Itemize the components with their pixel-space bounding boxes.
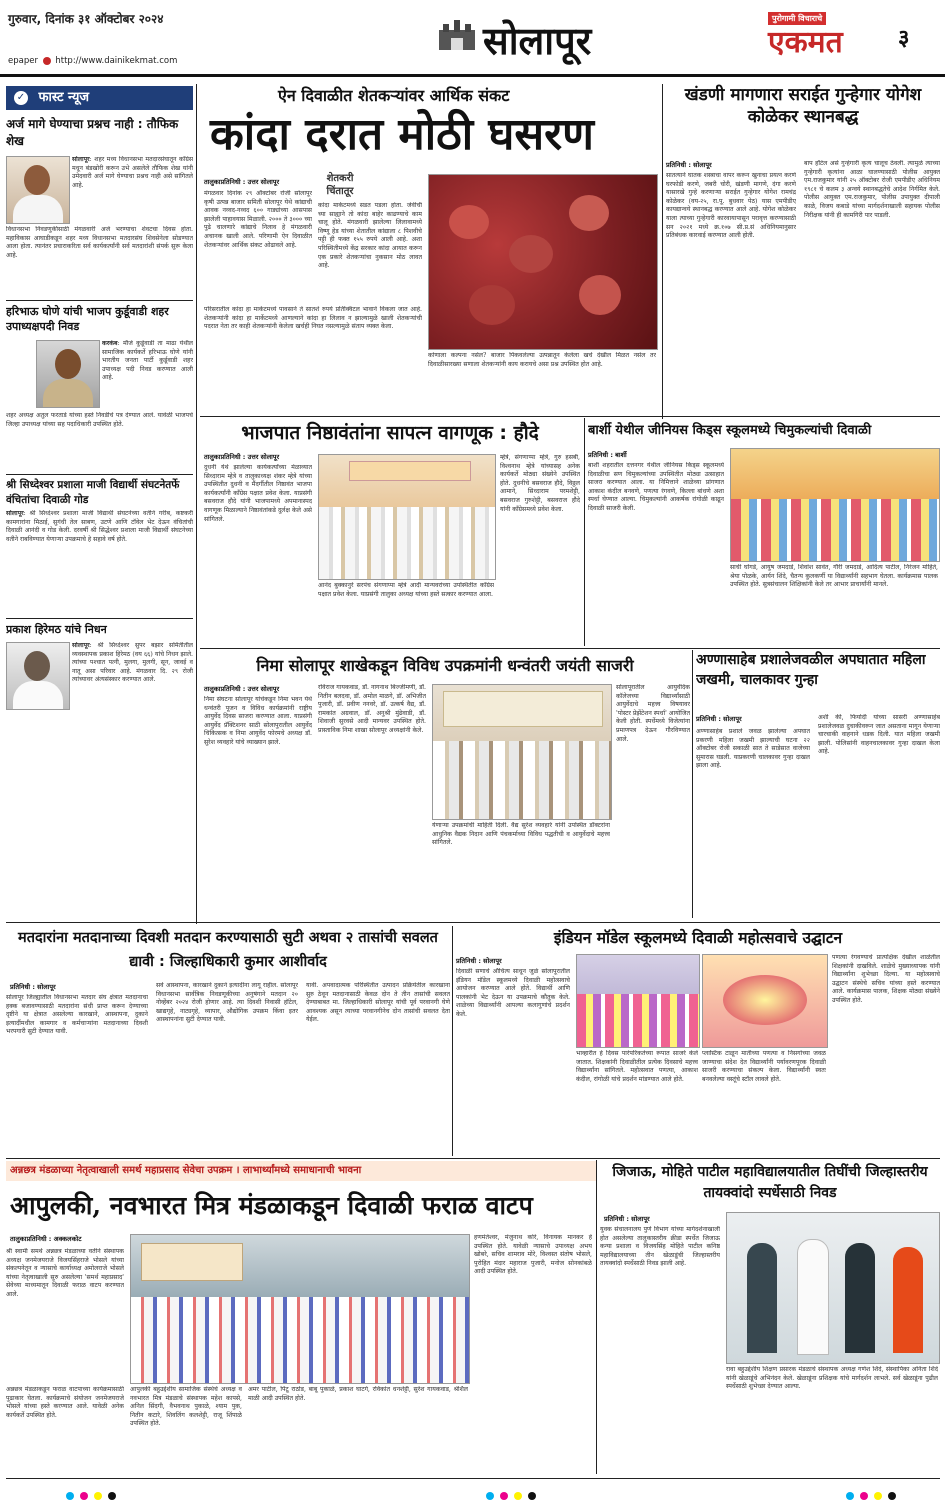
news-title-siddheshwar: श्री सिध्देश्वर प्रशाला माजी विद्यार्थी संघटनेतर्फे वंचितांचा दिवाळी गोड bbox=[6, 479, 180, 506]
khandani-headline: खंडणी मागणारा सराईत गुन्हेगार योगेश कोळेकर स्थानबद्ध bbox=[684, 85, 922, 127]
khandani-story bbox=[666, 84, 940, 416]
jijau-col1: युवक संचालनालय पुणे विभाग यांच्या मार्गदर्शनाखाली होत असलेल्या तालुकास्तरीय क्रीडा स्पर्धेत जिजाऊ कन्या प्रशाला व विजयसिंह मोहिते पाटील कनिष्ठ महाविद्यालयाच्या तीन खेळाडूंची जिल्हास्तरीय तायक्वांदो स्पर्धेसाठी निवड झाली आहे. bbox=[600, 1226, 720, 1268]
nima-photo bbox=[432, 684, 612, 820]
matdan-col3: यावी. अपवादात्मक परिस्थितीत उत्पादन प्रक्रियेतील कारखाना सुरु ठेवून मतदानासाठी केवळ दोन ते तीन तासांची सवलत देण्याबाबत मा. जिल्हाधिकारी सोलापूर यांची पूर्व परवानगी घेणे आवश्यक असून त्याच्या परवानगीनेच दोन तासांची सवलत देता येईल. bbox=[306, 982, 450, 1024]
jijau-photo bbox=[726, 1212, 940, 1364]
matdan-byline: प्रतिनिधी : सोलापूर bbox=[10, 983, 56, 991]
matdan-headline: मतदारांना मतदानाच्या दिवशी मतदान करण्यासाठी सुटी अथवा २ तासांची सवलत द्यावी : जिल्हाधिकारी कुमार आशीर्वाद bbox=[18, 930, 438, 970]
annachatra-col2: अन्नछत्र मंडळाकडून फराळ वाटपाच्या कार्यक्रमासाठी पुढाकार घेतला. कार्यक्रमाचे संयोजन जनमेजयराजे भोसले यांच्या हस्ते करण्यात आले. यावेळी अनेक कार्यकर्ते उपस्थित होते. bbox=[6, 1386, 124, 1419]
khandani-col2: बाप हॉटेल असे गुन्हेगारी कृत्य चालूच ठेवली. त्यामुळे त्याच्या गुन्हेगारी कृत्यांना आळा घालण्यासाठी पोलीस आयुक्त एम.राजकुमार यांनी २५ ऑक्टोबर रोजी एमपीडीए अधिनियम १९८१ चे कलम ३ अन्वये स्थानबद्धतेचे आदेश निर्गमित केले. पोलीस आयुक्त एम.राजकुमार, पोलीस उपायुक्त दीपाली काळे, विजय कबाडे यांच्या मार्गदर्शनाखाली सहायक पोलीस निरीक्षक यांनी ही कामगिरी पार पाडली. bbox=[804, 160, 940, 219]
masthead bbox=[0, 0, 945, 80]
indian-model-headline: इंडियन मॉडेल स्कूलमध्ये दिवाळी महोत्सवाचे उद्घाटन bbox=[553, 929, 843, 947]
indian-model-story bbox=[456, 926, 940, 1156]
annachatra-col4: हणमंतेश्वर, मंजुनाथ कोरे, विनायक मानकर हे उपस्थित होते. यावेळी न्यासाचे उपाध्यक्ष अभय खोबरे, सचिव शामराव मोरे, विश्वस्त संतोष भोसले, पुरोहित मंदार महाराज पुजारी, मनोज सोनकांबळे आदी उपस्थित होते. bbox=[474, 1234, 592, 1276]
barshi-photo bbox=[730, 448, 940, 562]
barshi-byline: प्रतिनिधी : बार्शी bbox=[588, 451, 627, 459]
jijau-byline: प्रतिनिधी : सोलापूर bbox=[604, 1215, 650, 1223]
indian-model-col4: पणत्या रंगवण्याचे प्रात्यक्षिक देखील शाळेतील शिक्षकांनी दाखविले. शाळेचे मुख्याध्यापक यांनी विद्यार्थ्यांना शुभेच्छा दिल्या. या महोत्सवाचे उद्घाटन संस्थेचे सचिव यांच्या हस्ते करण्यात आले. कार्यक्रमास पालक, शिक्षक मोठ्या संख्येने उपस्थित होते. bbox=[832, 954, 940, 1004]
annasaheb-story bbox=[696, 650, 940, 918]
news-body-ghone: शहर अध्यक्ष अतुल फरताडे यांच्या हस्ते निवडीचे पत्र देण्यात आले. यावेळी भाजपचे जिल्हा उपाध्यक्ष यांच्या सह पदाधिकारी उपस्थित होते. bbox=[6, 412, 193, 428]
kanda-kicker: ऐन दिवाळीत शेतकऱ्यांवर आर्थिक संकट bbox=[278, 86, 510, 105]
nima-col3: सोलापूरातील आयुर्वेदिक कॉलेजच्या विद्यार्थ्यांसाठी आयुर्वेदाचे महत्त्व विषयावर 'पोस्टर प्रेझेंटेशन स्पर्धा' आयोजित केली होती. स्पर्धेमध्ये विजेत्यांना प्रमाणपत्र देऊन गौरविण्यात आले. bbox=[616, 684, 690, 743]
brand-block bbox=[768, 6, 890, 74]
khandani-col1: सातत्याने घातक शस्त्राचा वापर करून खुनाचा प्रयत्न करणे घरफोडी करणे, जबरी चोरी, खंडणी मागणे, दंगा करणे यासारखे गुन्हे करणाऱ्या सराईत गुन्हेगार योगेश रामचंद्र कोळेकर (वय-२५, रा.पू. बुधवार पेठ) यास एमपीडीए कायद्यान्वये स्थानबद्ध करण्यात आले आहे. योगेश कोळेकर याला त्याच्या गुन्हेगारी कारवायापासून परावृत्त करण्यासाठी सन २०२१ मध्ये क्र.१०७ सी.प्र.सं अधिनियमानुसार प्रतिबंधक कारवाई करण्यात आली होती. bbox=[666, 172, 796, 240]
matdan-story bbox=[6, 926, 450, 1156]
annachatra-banner: अन्नछत्र मंडळाच्या नेतृत्वाखाली समर्थ महाप्रसाद सेवेचा उपक्रम । लाभार्थ्यांमध्ये समाधानाची भावना bbox=[6, 1161, 596, 1181]
barshi-col1: बार्शी शहरातील दत्तनगर येथील जीनियस किड्स स्कूलमध्ये दिवाळीचा सण चिमुकल्यांच्या उपस्थितीत मोठ्या उत्साहात साजरा करण्यात आला. या निमित्ताने शाळेच्या प्रांगणात आकाश कंदील बनवणे, पणत्या रंगवणे, किल्ला बांधणे अशा स्पर्धा घेण्यात आल्या. चिमुकल्यांनी आकर्षक रांगोळी काढून दिवाळी साजरी केली. bbox=[588, 462, 724, 512]
annachatra-col1: श्री स्वामी समर्थ अन्नछत्र मंडळाच्या वतीने संस्थापक अध्यक्ष जनमेजयराजे विजयसिंहराजे भोसले यांच्या संकल्पनेतून व न्यासाचे कार्याध्यक्ष अमोलराजे भोसले यांच्या नेतृत्वाखाली सुरु असलेल्या 'समर्थ महाप्रसाद' सेवेच्या माध्यमातून दिवाळी फराळ वाटप करण्यात आले. bbox=[6, 1248, 124, 1298]
ghone-photo bbox=[36, 340, 100, 408]
page-number: ३ bbox=[898, 26, 910, 51]
globe-icon bbox=[43, 57, 51, 65]
barshi-col2: साची घोंगडे, आयुष जमदाडे, शिवांश सावंत, गौरी जमदाडे, आदित्य पाटील, निरंजन मोहिते, श्रेया पोळके, आर्यन शिंदे, चैतन्य कुलकर्णी या विद्यार्थ्यांनी सहभाग घेतला. कार्यक्रमास पालक उपस्थित होते. सुत्रसंचालन शिक्षिकांनी केले तर आभार प्राचार्यांनी मानले. bbox=[730, 564, 938, 589]
kanda-byline: तालुकाप्रतिनिधी : उत्तर सोलापूर bbox=[204, 178, 280, 186]
epaper-url[interactable]: http://www.dainikekmat.com bbox=[55, 56, 178, 66]
annasaheb-byline: प्रतिनिधी : सोलापूर bbox=[696, 715, 742, 723]
annasaheb-headline: अण्णासाहेब प्रशालेजवळील अपघातात महिला जखमी, चालकावर गुन्हा bbox=[696, 652, 926, 688]
nima-story bbox=[200, 650, 690, 918]
matdan-col1: सोलापूर जिल्ह्यातील विधानसभा मतदार संघ क्षेत्रात मतदानाचा हक्क बजावण्यासाठी मतदारांना संधी प्राप्त करून देण्याच्या दृष्टीने या क्षेत्रात असलेल्या कारखाने, आस्थापना, दुकाने इत्यादींमधील कामगार व कर्मचाऱ्यांना मतदानाच्या दिवशी भरपगारी सुटी देण्यात यावी. bbox=[6, 994, 148, 1036]
annachatra-caption: आपुलकी बहुउद्देशीय सामाजिक संस्थेचे अध्यक्ष व नवभारत मित्र मंडळाचे संस्थापक महेश कापसे, अनिल सिंदगी, वैभवनाथ पुकाळे, श्याम पुक, नितीन कटारे, शिवलिंग कलशेट्टी, राजू शिंपाळे उपस्थित होते. bbox=[130, 1386, 242, 1428]
khandani-byline: प्रतिनिधी : सोलापूर bbox=[666, 161, 712, 169]
onion-photo bbox=[428, 174, 658, 350]
bjp-story bbox=[200, 418, 580, 646]
print-registration-marks bbox=[60, 1486, 900, 1496]
news-title-hiremath: प्रकाश हिरेमठ यांचे निधन bbox=[6, 623, 107, 636]
barshi-headline: बार्शी येथील जीनियस किड्स स्कूलमध्ये चिमुकल्यांची दिवाळी bbox=[588, 423, 872, 438]
epaper-label[interactable]: epaper http://www.dainikekmat.com bbox=[8, 56, 178, 66]
brand-tagline: पुरोगामी विचाराचे bbox=[768, 12, 826, 25]
masthead-date: गुरुवार, दिनांक ३१ ऑक्टोबर २०२४ bbox=[8, 12, 164, 26]
annasaheb-col2: अशी की, फिर्यादी यांच्या सासरी अण्णासाहेब प्रशालेजवळ दुचाकीवरून जात असताना मागून येणाऱ्या चारचाकी वाहनाने धडक दिली. यात महिला जखमी झाली. पोलिसांनी वाहनचालकावर गुन्हा दाखल केला आहे. bbox=[818, 714, 940, 756]
news-body-taufiq: विधानसभा निवडणुकीसाठी मंगळवारी अर्ज भरण्याचा शेवटचा दिवस होता. महाविकास आघाडीकडून शहर मध्य विधानसभा मतदारसंघ शिवसेनेला सोडण्यात आला होता. त्यानंतर प्रचाराकरिता सर्व कार्यकर्त्यांनी सर्व मतदारांशी संपर्क सुरू केला आहे. bbox=[6, 226, 193, 259]
bjp-headline: भाजपात निष्ठावंतांना सापत्न वागणूक : हौदे bbox=[241, 422, 539, 444]
annachatra-col3: अमर पाटील, पिंटू राठोड, बाबू पुकाळे, प्रकाश घाटगे, रविकांत धनशेट्टी, सुरेश गायकवाड, श्रीशैल माळी आदी उपस्थित होते. bbox=[248, 1386, 468, 1402]
indian-model-photo-2 bbox=[702, 954, 828, 1048]
nima-byline: तालुकाप्रतिनिधी : उत्तर सोलापूर bbox=[204, 685, 280, 693]
kanda-headline: कांदा दरात मोठी घसरण bbox=[210, 109, 594, 160]
taufiq-photo bbox=[6, 156, 70, 224]
jijau-story bbox=[600, 1162, 940, 1474]
kanda-story bbox=[200, 80, 660, 415]
annachatra-story bbox=[6, 1182, 592, 1474]
indian-model-byline: प्रतिनिधी : सोलापूर bbox=[456, 957, 502, 965]
fast-news-icon: ✓ bbox=[14, 91, 28, 105]
kanda-col3: परिसरातील कांदा हा मार्केटमध्ये पावसाने ते सातशे रुपये प्रतिक्विंटल भावाने विकला जात आहे. शेतकऱ्यांनी कांदा हा मार्केटमध्ये आणल्याने कांदा हा लिलाव न झाल्यामुळे खाली शेतकऱ्यांची पदरात नेता तर काही शेतकऱ्यांनी केलेला खर्चही निघत नसल्यामुळे संताप व्यक्त केला. bbox=[204, 306, 422, 331]
indian-model-col1: दिवाळी सणाचे औचित्य साधून जुळे सोलापूरातील इंडियन मॉडेल स्कूलमध्ये दिवाळी महोत्सवाचे आयोजन करण्यात आले होते. विद्यार्थी आणि पालकांनी भेट देऊन या उपक्रमाचे कौतुक केले. शाळेच्या विद्यार्थ्यांनी आपल्या कलागुणांचे प्रदर्शन केले. bbox=[456, 968, 570, 1018]
kanda-col4: कोणाला कल्पना नसेल? बाजार पिकवलेल्या उत्पन्नातून केलेला खर्च देखील मिळत नसेल तर दिवाळीसारख्या सणाला शेतकऱ्यांनी काय करायचे असा प्रश्न उपस्थित होत आहे. bbox=[428, 352, 656, 368]
jijau-col2: रावा बहुउद्देशीय शिक्षण प्रसारक मंडळाचे संस्थापक अध्यक्ष गणेश शिंदे, संस्थापिका अनिता शिंदे यांनी खेळाडूंचे अभिनंदन केले. खेळाडूंना प्रशिक्षक यांचे मार्गदर्शन लाभले. सर्व खेळाडूंना पुढील स्पर्धेसाठी शुभेच्छा देण्यात आल्या. bbox=[726, 1366, 938, 1391]
news-title-ghone: हरिभाऊ घोणे यांची भाजप कुर्डूवाडी शहर उपाध्यक्षपदी निवड bbox=[6, 305, 169, 333]
nima-headline: निमा सोलापूर शाखेकडून विविध उपक्रमांनी धन्वंतरी जयंती साजरी bbox=[256, 656, 634, 675]
nima-col4: येणाऱ्या उपक्रमांची माहिती दिली. वैद्य सुरेश व्यवहारे यांनी उपस्थित डॉक्टरांना आधुनिक वैद्यक निदान आणि पंचकर्माच्या विविध पद्धतीची व आयुर्वेदाचे महत्त्व सांगितले. bbox=[432, 822, 610, 847]
annasaheb-col1: अण्णासाहेब प्रशाले जवळ झालेल्या अपघात प्रकरणी महिला जखमी झाल्याची घटना २२ ऑक्टोबर रोजी सकाळी सात ते साडेसात वाजेच्या सुमारास घडली. याप्रकरणी चालकावर गुन्हा दाखल झाला आहे. bbox=[696, 728, 810, 770]
fast-news-sidebar: ✓ फास्ट न्यूज अर्ज मागे घेण्याचा प्रश्नच नाही : तौफिक शेख सोलापूर: शहर मध्य विधानसभा मतदारसंघातून काँग्रेस मधून बंडखोरी करून उभे असलेले तौफिक शेख यांनी उमेदवारी अर्ज मागे घेण्याचा प्रश्नच नाही असे सांगितले आहे. विधानसभा निवडणुकीसाठी मंगळवारी अर्ज भरण्याचा शेवटचा दिवस होता. महाविकास आघाडीकडून शहर मध्य विधानसभा मतदारसंघ शिवसेनेला सोडण्यात आला होता. त्यानंतर प्रचाराकरिता सर्व कार्यकर्त्यांनी सर्व मतदारांशी संपर्क सुरू केला आहे. हरिभाऊ घोणे यांची भाजप कुर्डूवाडी शहर उपाध्यक्षपदी निवड करकंब: मौजे कुर्डूवाडी ता माढा येथील सामाजिक कार्यकर्ते हरिभाऊ घोणे यांनी भारतीय जनता पार्टी कुर्डूवाडी शहर उपाध्यक्ष पदी निवड करण्यात आली आहे. शहर अध्यक्ष अतुल फरताडे यांच्या हस्ते निवडीचे पत्र देण्यात आले. यावेळी भाजपचे जिल्हा उपाध्यक्ष यांच्या सह पदाधिकारी उपस्थित होते. श्री सिध्देश्वर प्रशाला माजी विद्यार्थी संघटनेतर्फे वंचितांचा दिवाळी गोड सोलापूर: श्री सिध्देश्वर प्रशाला माजी विद्यार्थी संघटनेच्या वतीने गरीब, कष्टकरी कामगारांना मिठाई, सुगंधी तेल साबण, उटणे आणि टॉवेल भेट देऊन वंचितांची दिवाळी आनंदी व गोड केली. दरवर्षी श्री सिद्धेश्वर प्रशाला माजी विद्यार्थी संघटनेच्या वतीने राबविण्यात येणाऱ्या उपक्रमाचे हे सहावे वर्ष होते. प्रकाश हिरेमठ यांचे निधन सोलापूर: श्री सिध्देश्वर सुपर बझार समितीतील व्यवस्थापक प्रकाश हिरेमठ (वय ६६) यांचे निधन झाले. त्यांच्या पश्चात पत्नी, मुलगा, मुलगी, सून, जावई व नातू असा परिवार आहे. मंगळवार दि. २९ रोजी त्यांच्यावर अंत्यसंस्कार करण्यात आले. bbox=[6, 86, 193, 921]
bjp-caption: आनंद बुक्कानुरे सरपंच संगणाप्पा म्हेत्रे आदी मान्यवरांच्या उपस्थितीत काँग्रेस पक्षात प्रवेश केला. याप्रसंगी तालुका अध्यक्ष यांच्या हस्ते सत्कार करण्यात आला. bbox=[318, 582, 494, 598]
fast-news-header: ✓ फास्ट न्यूज bbox=[6, 86, 193, 110]
kanda-col2: कांदा मार्केटमध्ये सडत पडला होता. जेवीची च्या साह्याने तो कांदा बाहेर काढण्याचे काम चालू होते. मंगळवारी झालेल्या लिलावामध्ये विष्णू हेड यांच्या शेतातील कांद्याला ८ पिशवीचे पट्टी ही फक्त १५५ रुपये आली आहे. अशा परिस्थितीमध्ये केंद्र सरकार कांदा आयात करून एक प्रकारे शेतकऱ्यांचा नुकसान मोठ लावत आहे. bbox=[318, 202, 422, 270]
kanda-col1: मंगळवार दिनांक २९ ऑक्टोबर रोजी सोलापूर कृषी उत्पन्न बाजार समिती सोलापूर येथे कांद्याची आवक नव्वद-नव्वद ६०० गाड्यांच्या आसपास झालेली पाहावयास मिळाली. २००० ते ३००० च्या पुढे चालणारे कांद्याचे निलाव हे मंगळवारी अचानक खाली आले. परिणामी ऐन दिवाळीत शेतकऱ्यांवर आर्थिक संकट ओढावले आहे. bbox=[204, 190, 312, 249]
jijau-headline: जिजाऊ, मोहिते पाटील महाविद्यालयातील तिघींची जिल्हास्तरीय तायक्वांदो स्पर्धेसाठी निवड bbox=[612, 1164, 928, 1201]
matdan-col2: सर्व आस्थापना, कारखाने दुकाने इत्यादींना लागू राहील. सोलापूर विधानसभा सार्वत्रिक निवडणूकीच्या अनुषंगाने मतदान २० नोव्हेंबर २०२४ रोजी होणार आहे. त्या दिवशी निवासी हॉटेल, खाद्यगृहे, नाट्यगृहे, व्यापार, औद्योगिक उपक्रम किंवा इतर आस्थापनांना सुटी देण्यात यावी. bbox=[156, 982, 298, 1024]
annachatra-photo bbox=[130, 1234, 470, 1384]
city-emblem-icon bbox=[433, 18, 481, 54]
indian-model-col3: प्लास्टिक टाळून मातीच्या पणत्या व निसर्गाच्या जवळ जाण्याचा संदेश देत विद्यार्थ्यांनी पर्यावरणपूरक दिवाळी साजरी करण्याचा संकल्प केला. विद्यार्थ्यांनी स्वतः बनवलेल्या वस्तूंचे स्टॉल लावले होते. bbox=[702, 1050, 826, 1083]
news-title-taufiq: अर्ज मागे घेण्याचा प्रश्नच नाही : तौफिक शेख bbox=[6, 117, 179, 148]
barshi-story bbox=[588, 418, 940, 646]
nima-col1: निमा संघटना सोलापूर यांचेकडून निमा भवन येथे धन्वंतरी पूजन व विविध कार्यक्रमांनी राष्ट्रीय आयुर्वेद दिवस साजरा करण्यात आला. याप्रसंगी आयुर्वेद प्रॅक्टिशनर साठी सोलापुरातील आयुर्वेद चिकित्सक व निमा आयुर्वेद फोरमचे अध्यक्ष डॉ. सुरेश व्यवहारे यांचे व्याख्यान झाले. bbox=[204, 696, 312, 746]
nima-col2: रविराज गायकवाड, डॉ. नागनाथ बिज्जीमणी, डॉ. नितीन बलदवा, डॉ. अमोल माळगे, डॉ. अभिजीत पुजारी, डॉ. प्रवीण ननवरे, डॉ. उत्कर्ष वैद्य, डॉ. रामकांत अग्रवाल, डॉ. अनुश्री मुंढेवाडी, डॉ. शिवाजी सुरवसे आदी मान्यवर उपस्थित होते. प्रास्ताविक निमा शाखा सोलापूर अध्यक्षांनी केले. bbox=[318, 684, 426, 734]
city-title: सोलापूर bbox=[483, 18, 592, 63]
annachatra-headline: आपुलकी, नवभारत मित्र मंडळाकडून दिवाळी फराळ वाटप bbox=[10, 1191, 533, 1220]
hiremath-photo bbox=[6, 642, 70, 710]
bjp-col1: दुधनी येथे झालेल्या कार्यकर्त्यांच्या मेळाव्यात सिध्दाराम म्हेत्रे व तालुकाध्यक्ष शंकर म्हेत्रे यांच्या उपस्थितीत दुधनी व मैंदर्गीतील निष्ठावंत भाजपा कार्यकर्त्यांनी काँग्रेस पक्षात प्रवेश केला. याप्रसंगी बसवराज हौदे यांनी भाजपामध्ये अपमानास्पद वागणूक मिळाल्याने निष्ठावंतांकडे दुर्लक्ष केले असे सांगितले. bbox=[204, 464, 312, 523]
bjp-col2: म्हेत्रे, संगणाप्पा म्हेत्रे, गुरु हसबी, विश्वनाथ म्हेत्रे यांच्यासह अनेक कार्यकर्ते मोठ्या संख्येने उपस्थित होते. दुधनीचे बसवराज हौदे, विठ्ठल आमाने, सिध्दाराम परमशेट्टी, बसवराज गुरुशेट्टी, बसवराज हौदे यांनी काँग्रेसमध्ये प्रवेश केला. bbox=[500, 454, 580, 513]
indian-model-col2: भाव्हारीत हे दिवस पारंपरिकतेच्या रूपात साजरे केले जातात. शिक्षकांनी दिवाळीतील प्रत्येक दिवसाचे महत्त्व विद्यार्थ्यांना सांगितले. महोत्सवात पणत्या, आकाश कंदील, रांगोळी यांचे प्रदर्शन मांडण्यात आले होते. bbox=[576, 1050, 698, 1083]
indian-model-photo-1 bbox=[576, 954, 700, 1048]
annachatra-byline: तालुकाप्रतिनिधी : अक्कलकोट bbox=[10, 1235, 82, 1243]
kanda-tag: शेतकरी चिंतातूर bbox=[326, 173, 354, 197]
bjp-byline: तालुकाप्रतिनिधी : उत्तर सोलापूर bbox=[204, 453, 280, 461]
bjp-photo bbox=[318, 454, 496, 580]
brand-logo: एकमत bbox=[768, 25, 843, 60]
